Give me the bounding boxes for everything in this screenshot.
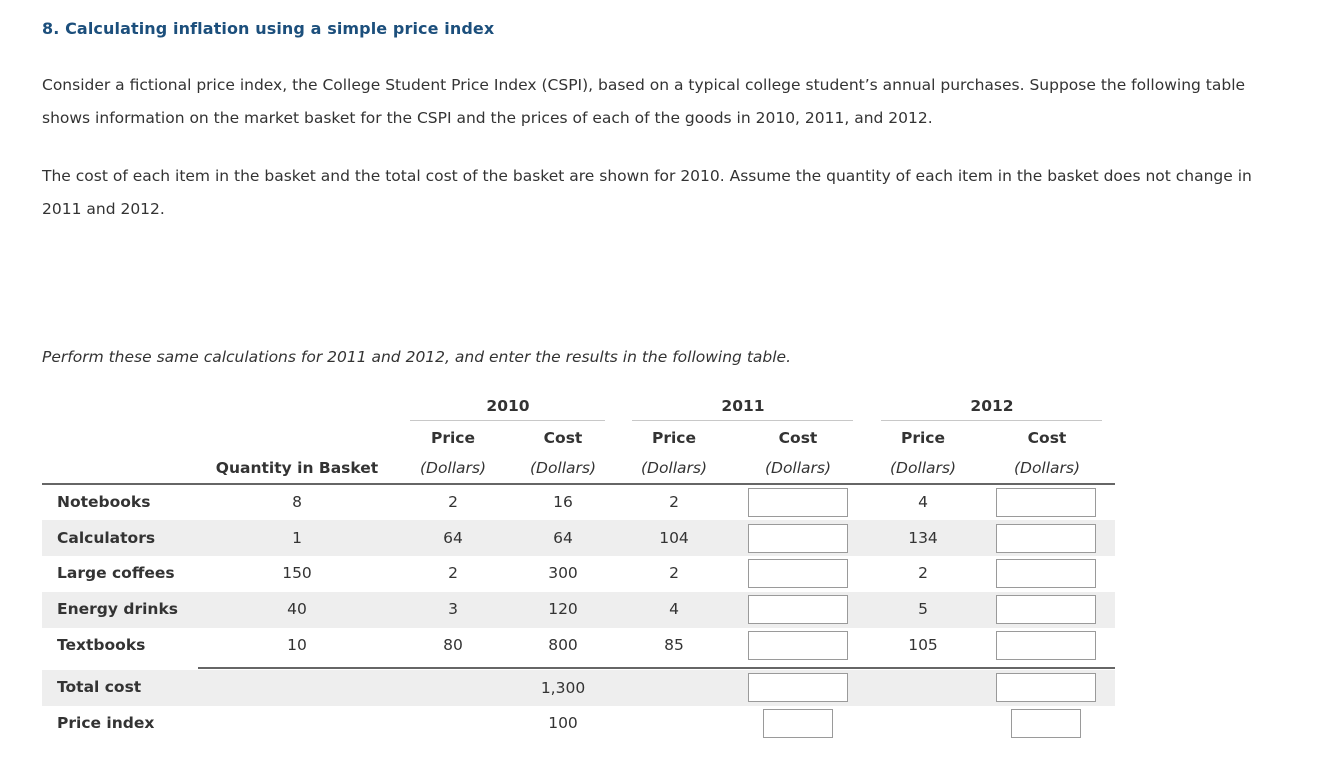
cost-2012-large-coffees-input[interactable]: [996, 559, 1096, 588]
row-label-notebooks: Notebooks: [57, 493, 151, 511]
assumption-paragraph: The cost of each item in the basket and the total cost of the basket are shown for 2010. Assume the quantity of each item in the basket does not change in 2011 and 2012.: [42, 167, 1252, 218]
total-cost-2012-input[interactable]: [996, 673, 1096, 702]
row-label-calculators: Calculators: [57, 529, 156, 547]
col-header-cost-2011: Cost: [778, 429, 818, 447]
qty-calculators: 1: [292, 529, 302, 547]
col-header-unit-price-2010: (Dollars): [419, 459, 487, 477]
cost-2011-textbooks-input[interactable]: [748, 631, 848, 660]
total-cost-2011-input[interactable]: [748, 673, 848, 702]
cost-2012-notebooks-input[interactable]: [996, 488, 1096, 517]
total-rule: [198, 667, 1115, 669]
cost-2010-textbooks: 800: [548, 636, 578, 654]
year-header-2011: 2011: [721, 397, 765, 415]
cost-2010-calculators: 64: [553, 529, 573, 547]
price-2010-textbooks: 80: [443, 636, 463, 654]
row-label-price-index: Price index: [57, 714, 155, 732]
price-2012-notebooks: 4: [918, 493, 928, 511]
price-index-2011-input[interactable]: [763, 709, 833, 738]
qty-notebooks: 8: [292, 493, 302, 511]
col-header-unit-cost-2011: (Dollars): [764, 459, 832, 477]
qty-large-coffees: 150: [282, 564, 312, 582]
cost-2012-calculators-input[interactable]: [996, 524, 1096, 553]
col-header-unit-cost-2010: (Dollars): [529, 459, 597, 477]
question-title: 8. Calculating inflation using a simple price index: [42, 19, 495, 38]
cost-2011-calculators-input[interactable]: [748, 524, 848, 553]
row-label-large-coffees: Large coffees: [57, 564, 175, 582]
cost-2011-energy-drinks-input[interactable]: [748, 595, 848, 624]
price-2011-notebooks: 2: [669, 493, 679, 511]
col-header-unit-cost-2012: (Dollars): [1013, 459, 1081, 477]
year-divider-2010: [410, 420, 605, 421]
year-header-2010: 2010: [486, 397, 530, 415]
col-header-unit-price-2012: (Dollars): [889, 459, 957, 477]
price-2010-large-coffees: 2: [448, 564, 458, 582]
year-divider-2012: [881, 420, 1102, 421]
col-header-price-2011: Price: [651, 429, 697, 447]
price-2012-textbooks: 105: [908, 636, 938, 654]
price-index-2010: 100: [548, 714, 578, 732]
row-band-energy-drinks: [42, 592, 1115, 628]
cost-2012-energy-drinks-input[interactable]: [996, 595, 1096, 624]
col-header-price-2010: Price: [430, 429, 476, 447]
year-header-2012: 2012: [970, 397, 1014, 415]
cost-2011-notebooks-input[interactable]: [748, 488, 848, 517]
qty-textbooks: 10: [287, 636, 307, 654]
price-2011-large-coffees: 2: [669, 564, 679, 582]
cost-2010-energy-drinks: 120: [548, 600, 578, 618]
row-label-textbooks: Textbooks: [57, 636, 146, 654]
col-header-unit-price-2011: (Dollars): [640, 459, 708, 477]
price-2010-notebooks: 2: [448, 493, 458, 511]
instruction-text: Perform these same calculations for 2011 and 2012, and enter the results in the following table.: [42, 348, 792, 366]
row-label-energy-drinks: Energy drinks: [57, 600, 178, 618]
row-label-total-cost: Total cost: [57, 678, 142, 696]
price-2010-energy-drinks: 3: [448, 600, 458, 618]
price-index-table: [42, 392, 1115, 752]
col-header-quantity: Quantity in Basket: [215, 459, 379, 477]
cost-2010-large-coffees: 300: [548, 564, 578, 582]
price-2012-large-coffees: 2: [918, 564, 928, 582]
row-band-calculators: [42, 520, 1115, 556]
header-rule: [42, 483, 1115, 485]
cost-2011-large-coffees-input[interactable]: [748, 559, 848, 588]
intro-paragraph: Consider a fictional price index, the College Student Price Index (CSPI), based on a typical college student’s annual purchases. Suppose the following table shows information on the market basket for the CSPI and the prices of each of the goods in 2010, 2011, and 2012.: [42, 76, 1246, 127]
price-2012-energy-drinks: 5: [918, 600, 928, 618]
price-2011-calculators: 104: [659, 529, 689, 547]
qty-energy-drinks: 40: [287, 600, 307, 618]
price-2011-energy-drinks: 4: [669, 600, 679, 618]
year-divider-2011: [632, 420, 853, 421]
col-header-cost-2010: Cost: [543, 429, 583, 447]
price-2010-calculators: 64: [443, 529, 463, 547]
price-index-2012-input[interactable]: [1011, 709, 1081, 738]
col-header-price-2012: Price: [900, 429, 946, 447]
cost-2010-notebooks: 16: [553, 493, 573, 511]
col-header-cost-2012: Cost: [1027, 429, 1067, 447]
cost-2012-textbooks-input[interactable]: [996, 631, 1096, 660]
price-2011-textbooks: 85: [664, 636, 684, 654]
price-2012-calculators: 134: [908, 529, 938, 547]
total-cost-2010: 1,300: [540, 679, 586, 697]
